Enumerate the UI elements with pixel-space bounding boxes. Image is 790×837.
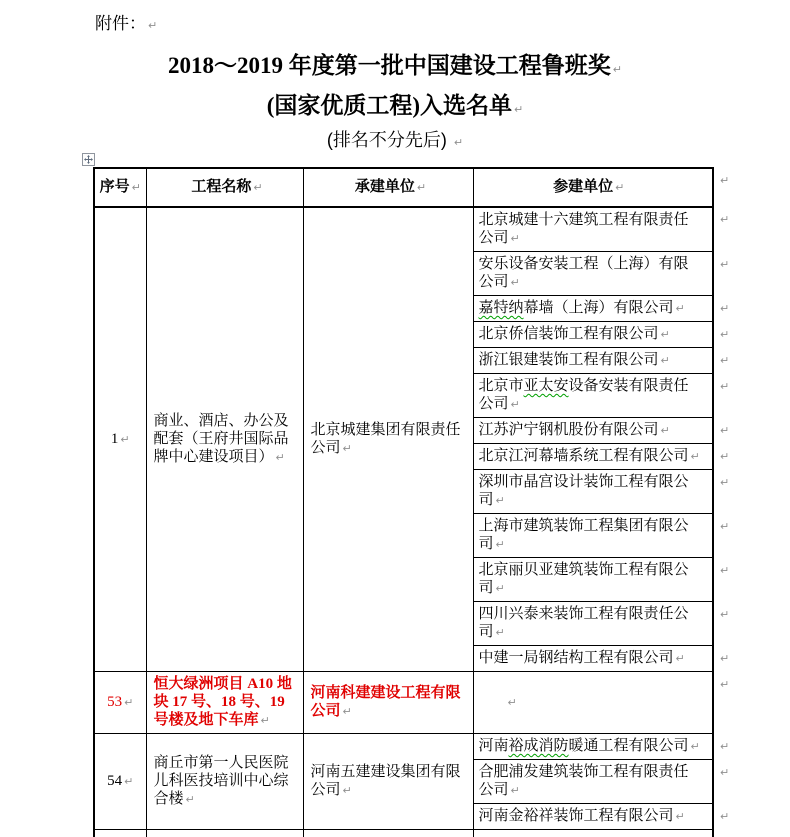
paragraph-mark: ↵ bbox=[720, 652, 729, 665]
paragraph-mark: ↵ bbox=[720, 450, 729, 463]
paragraph-mark: ↵ bbox=[276, 451, 285, 464]
paragraph-mark: ↵ bbox=[720, 476, 729, 489]
row-end-marker bbox=[713, 348, 730, 374]
participant-cell[interactable] bbox=[473, 207, 713, 252]
move-arrows-icon bbox=[84, 155, 93, 164]
participant-cell[interactable] bbox=[473, 514, 713, 558]
row-end-marker bbox=[713, 470, 730, 514]
table-move-handle-icon[interactable] bbox=[82, 153, 95, 166]
cell-text: 北京江河幕墙系统工程有限公司 bbox=[479, 448, 689, 464]
participant-cell[interactable] bbox=[473, 296, 713, 322]
attachment-text: 附件： bbox=[95, 14, 146, 33]
table-row-53 bbox=[94, 672, 730, 734]
participant-cell[interactable] bbox=[473, 734, 713, 760]
paragraph-mark: ↵ bbox=[661, 328, 670, 341]
paragraph-mark: ↵ bbox=[120, 433, 129, 446]
document-title-line2[interactable] bbox=[0, 87, 790, 120]
paragraph-mark: ↵ bbox=[496, 626, 505, 639]
paragraph-mark: ↵ bbox=[676, 652, 685, 665]
partial-cell bbox=[473, 830, 713, 837]
cell-text: 54 bbox=[107, 773, 122, 789]
paragraph-mark: ↵ bbox=[148, 19, 157, 32]
cell-text: 北京市亚太安设备安装有限责任公司 bbox=[479, 378, 689, 412]
paragraph-mark: ↵ bbox=[720, 213, 729, 226]
participant-cell[interactable] bbox=[473, 444, 713, 470]
paragraph-mark: ↵ bbox=[720, 354, 729, 367]
paragraph-mark: ↵ bbox=[514, 103, 523, 116]
paragraph-mark: ↵ bbox=[720, 302, 729, 315]
paragraph-mark: ↵ bbox=[691, 450, 700, 463]
cell-text: 商业、酒店、办公及配套（王府井国际品牌中心建设项目） bbox=[154, 413, 289, 465]
participant-cell[interactable] bbox=[473, 322, 713, 348]
cell-text: 北京城建十六建筑工程有限责任公司 bbox=[479, 212, 689, 246]
project-name-cell[interactable] bbox=[146, 734, 303, 830]
title-line1-text: 2018～2019 年度第一批中国建设工程鲁班奖 bbox=[168, 53, 611, 78]
cell-text: 53 bbox=[107, 694, 122, 710]
paragraph-mark: ↵ bbox=[661, 424, 670, 437]
paragraph-mark: ↵ bbox=[508, 696, 517, 709]
paragraph-mark: ↵ bbox=[124, 775, 133, 788]
paragraph-mark: ↵ bbox=[511, 784, 520, 797]
contractor-cell[interactable] bbox=[303, 207, 473, 672]
row-end-marker bbox=[713, 322, 730, 348]
paragraph-mark: ↵ bbox=[511, 398, 520, 411]
partial-next-row bbox=[94, 830, 730, 837]
paragraph-mark: ↵ bbox=[720, 766, 729, 779]
paragraph-mark: ↵ bbox=[454, 136, 463, 149]
paragraph-mark: ↵ bbox=[676, 810, 685, 823]
cell-text: 嘉特纳幕墙（上海）有限公司 bbox=[479, 300, 674, 316]
cell-text: 深圳市晶宫设计装饰工程有限公司 bbox=[479, 474, 689, 508]
column-header-text: 工程名称 bbox=[191, 179, 251, 195]
paragraph-mark: ↵ bbox=[720, 380, 729, 393]
cell-text: 合肥浦发建筑装饰工程有限责任公司 bbox=[479, 764, 689, 798]
row-end-marker bbox=[713, 558, 730, 602]
cell-text: 上海市建筑装饰工程集团有限公司 bbox=[479, 518, 689, 552]
paragraph-mark: ↵ bbox=[720, 424, 729, 437]
row-end-marker bbox=[713, 296, 730, 322]
row-end-marker bbox=[713, 830, 730, 837]
row-end-marker bbox=[713, 168, 730, 207]
column-header-3[interactable] bbox=[473, 168, 713, 207]
table-row-1-sub-0 bbox=[94, 207, 730, 252]
paragraph-mark: ↵ bbox=[343, 705, 352, 718]
paragraph-mark: ↵ bbox=[253, 181, 262, 194]
paragraph-mark: ↵ bbox=[691, 740, 700, 753]
row-end-marker bbox=[713, 602, 730, 646]
subtitle-text: (排名不分先后) bbox=[327, 130, 447, 150]
project-name-cell[interactable] bbox=[146, 672, 303, 734]
cell-text: 河南科建建设工程有限公司 bbox=[311, 685, 461, 719]
participant-cell[interactable] bbox=[473, 418, 713, 444]
paragraph-mark: ↵ bbox=[720, 258, 729, 271]
row-end-marker bbox=[713, 207, 730, 252]
paragraph-mark: ↵ bbox=[676, 302, 685, 315]
participant-cell[interactable] bbox=[473, 348, 713, 374]
column-header-text: 序号 bbox=[100, 179, 130, 195]
paragraph-mark: ↵ bbox=[343, 442, 352, 455]
table-area bbox=[93, 167, 753, 837]
contractor-cell[interactable] bbox=[303, 734, 473, 830]
participant-cell[interactable] bbox=[473, 558, 713, 602]
row-end-marker bbox=[713, 760, 730, 804]
cell-text: 河南金裕祥装饰工程有限公司 bbox=[479, 808, 674, 824]
row-end-marker bbox=[713, 514, 730, 558]
awards-table bbox=[93, 167, 731, 837]
row-end-marker bbox=[713, 646, 730, 672]
cell-text: 北京侨信装饰工程有限公司 bbox=[479, 326, 659, 342]
document-title-line1[interactable] bbox=[0, 47, 790, 80]
row-end-marker bbox=[713, 374, 730, 418]
paragraph-mark: ↵ bbox=[720, 174, 729, 187]
paragraph-mark: ↵ bbox=[511, 232, 520, 245]
paragraph-mark: ↵ bbox=[720, 328, 729, 341]
paragraph-mark: ↵ bbox=[661, 354, 670, 367]
cell-text: 四川兴泰来装饰工程有限责任公司 bbox=[479, 606, 689, 640]
cell-text: 浙江银建装饰工程有限公司 bbox=[479, 352, 659, 368]
contractor-cell[interactable] bbox=[303, 672, 473, 734]
participant-cell[interactable] bbox=[473, 646, 713, 672]
partial-cell bbox=[146, 830, 303, 837]
column-header-1[interactable] bbox=[146, 168, 303, 207]
participant-cell[interactable] bbox=[473, 804, 713, 830]
paragraph-mark: ↵ bbox=[496, 582, 505, 595]
participant-cell[interactable] bbox=[473, 760, 713, 804]
paragraph-mark: ↵ bbox=[124, 696, 133, 709]
cell-text: 1 bbox=[111, 431, 119, 447]
title-line2-text: (国家优质工程)入选名单 bbox=[267, 93, 512, 118]
paragraph-mark: ↵ bbox=[615, 181, 624, 194]
table-header-row bbox=[94, 168, 730, 207]
paragraph-mark: ↵ bbox=[720, 520, 729, 533]
column-header-text: 承建单位 bbox=[355, 179, 415, 195]
serial-number-cell[interactable] bbox=[94, 734, 146, 830]
paragraph-mark: ↵ bbox=[261, 714, 270, 727]
cell-text: 中建一局钢结构工程有限公司 bbox=[479, 650, 674, 666]
cell-text: 河南五建建设集团有限公司 bbox=[311, 764, 461, 798]
participant-cell[interactable] bbox=[473, 252, 713, 296]
partial-cell bbox=[94, 830, 146, 837]
cell-text: 河南裕成消防暖通工程有限公司 bbox=[479, 738, 689, 754]
paragraph-mark: ↵ bbox=[511, 276, 520, 289]
paragraph-mark: ↵ bbox=[720, 564, 729, 577]
spellcheck-underline: 嘉特纳 bbox=[479, 300, 524, 316]
serial-number-cell[interactable] bbox=[94, 207, 146, 672]
paragraph-mark: ↵ bbox=[132, 181, 141, 194]
spellcheck-underline: 亚太安 bbox=[524, 378, 569, 394]
paragraph-mark: ↵ bbox=[720, 678, 729, 691]
paragraph-mark: ↵ bbox=[720, 810, 729, 823]
spellcheck-underline: 裕成消防 bbox=[509, 738, 569, 754]
cell-text: 江苏沪宁钢机股份有限公司 bbox=[479, 422, 659, 438]
participant-cell[interactable] bbox=[473, 470, 713, 514]
cell-text: 恒大绿洲项目 A10 地块 17 号、18 号、19 号楼及地下车库 bbox=[154, 676, 292, 728]
paragraph-mark: ↵ bbox=[496, 494, 505, 507]
document-subtitle[interactable] bbox=[0, 126, 790, 152]
row-end-marker bbox=[713, 734, 730, 760]
cell-text: 商丘市第一人民医院儿科医技培训中心综合楼 bbox=[154, 755, 289, 807]
row-end-marker bbox=[713, 252, 730, 296]
paragraph-mark: ↵ bbox=[613, 63, 622, 76]
cell-text: 北京城建集团有限责任公司 bbox=[311, 422, 461, 456]
paragraph-mark: ↵ bbox=[720, 608, 729, 621]
participant-cell[interactable] bbox=[473, 602, 713, 646]
participant-cell[interactable] bbox=[473, 374, 713, 418]
paragraph-mark: ↵ bbox=[343, 784, 352, 797]
attachment-label[interactable] bbox=[95, 0, 790, 34]
paragraph-mark: ↵ bbox=[186, 793, 195, 806]
cell-text: 安乐设备安装工程（上海）有限公司 bbox=[479, 256, 689, 290]
paragraph-mark: ↵ bbox=[417, 181, 426, 194]
serial-number-cell[interactable] bbox=[94, 672, 146, 734]
project-name-cell[interactable] bbox=[146, 207, 303, 672]
row-end-marker bbox=[713, 804, 730, 830]
participant-cell[interactable] bbox=[473, 672, 713, 734]
row-end-marker bbox=[713, 418, 730, 444]
cell-text: 北京丽贝亚建筑装饰工程有限公司 bbox=[479, 562, 689, 596]
table-row-54-sub-0 bbox=[94, 734, 730, 760]
column-header-2[interactable] bbox=[303, 168, 473, 207]
column-header-text: 参建单位 bbox=[553, 179, 613, 195]
column-header-0[interactable] bbox=[94, 168, 146, 207]
row-end-marker bbox=[713, 672, 730, 734]
row-end-marker bbox=[713, 444, 730, 470]
paragraph-mark: ↵ bbox=[496, 538, 505, 551]
partial-cell bbox=[303, 830, 473, 837]
paragraph-mark: ↵ bbox=[720, 740, 729, 753]
